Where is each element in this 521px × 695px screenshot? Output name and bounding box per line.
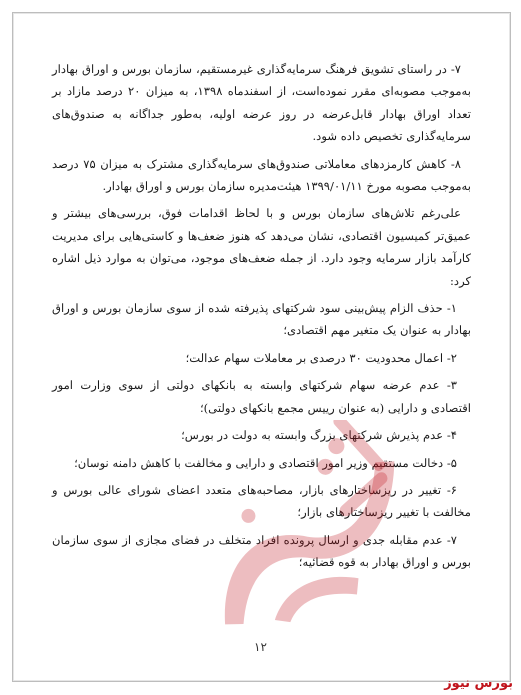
paragraph: ۸- کاهش کارمزدهای معاملاتی صندوق‌های سرمایه‌گذاری مشترک به میزان ۷۵ درصد به‌موجب مصوبه مورخ ۱۳۹۹/۰۱/۱۱ هیئت‌مدیره سازمان بورس و اوراق بهادار. — [52, 156, 471, 194]
list-item: ۶- تغییر در ریزساختارهای بازار، مصاحبه‌های متعدد اعضای شورای عالی بورس و مخالفت با تغییر ریزساختارهای بازار؛ — [52, 482, 471, 520]
list-item: ۲- اعمال محدودیت ۳۰ درصدی بر معاملات سهام عدالت؛ — [185, 350, 457, 365]
brand-corner-label: بورس نیوز — [444, 676, 513, 691]
list-item: ۱- حذف الزام پیش‌بینی سود شرکتهای پذیرفته شده از سوی سازمان بورس و اوراق بهادار به عنوان یک متغیر مهم اقتصادی؛ — [52, 301, 471, 338]
list-item: ۵- دخالت مستقیم وزیر امور اقتصادی و دارایی و مخالفت با کاهش دامنه نوسان؛ — [74, 455, 457, 470]
document-body — [52, 58, 471, 579]
page-number: ۱۲ — [254, 640, 267, 654]
list-item: ۷- عدم مقابله جدی و ارسال پرونده افراد متخلف در فضای مجازی از سوی سازمان بورس و اوراق بهادار به قوه قضائیه؛ — [52, 532, 471, 570]
list-item: ۳- عدم عرضه سهام شرکتهای وابسته به بانکهای دولتی از سوی وزارت امور اقتصادی و دارایی (به عنوان رییس مجمع بانکهای دولتی)؛ — [52, 378, 471, 415]
list-item: ۴- عدم پذیرش شرکتهای بزرگ وابسته به دولت در بورس؛ — [181, 428, 457, 443]
paragraph: ۷- در راستای تشویق فرهنگ سرمایه‌گذاری غیرمستقیم، سازمان بورس و اوراق بهادار به‌موجب مصوبه‌ای مقرر نموده‌است، از اسفندماه ۱۳۹۸، به میزان ۲۰ درصد مازاد بر تعداد اوراق بهادار قابل‌عرضه در روز عرضه اولیه، به‌طور جداگانه به صندوق‌های سرمایه‌گذاری تخصیص داده شود. — [52, 62, 471, 144]
paragraph: علی‌رغم تلاش‌های سازمان بورس و با لحاظ اقدامات فوق، بررسی‌های بیشتر و عمیق‌تر کمیسیون اقتصادی، نشان می‌دهد که هنوز ضعف‌ها و کاستی‌هایی برای مدیریت کارآمد بازار سرمایه وجود دارد. از جمله ضعف‌های موجود، می‌توان به موارد ذیل اشاره کرد: — [52, 206, 471, 288]
